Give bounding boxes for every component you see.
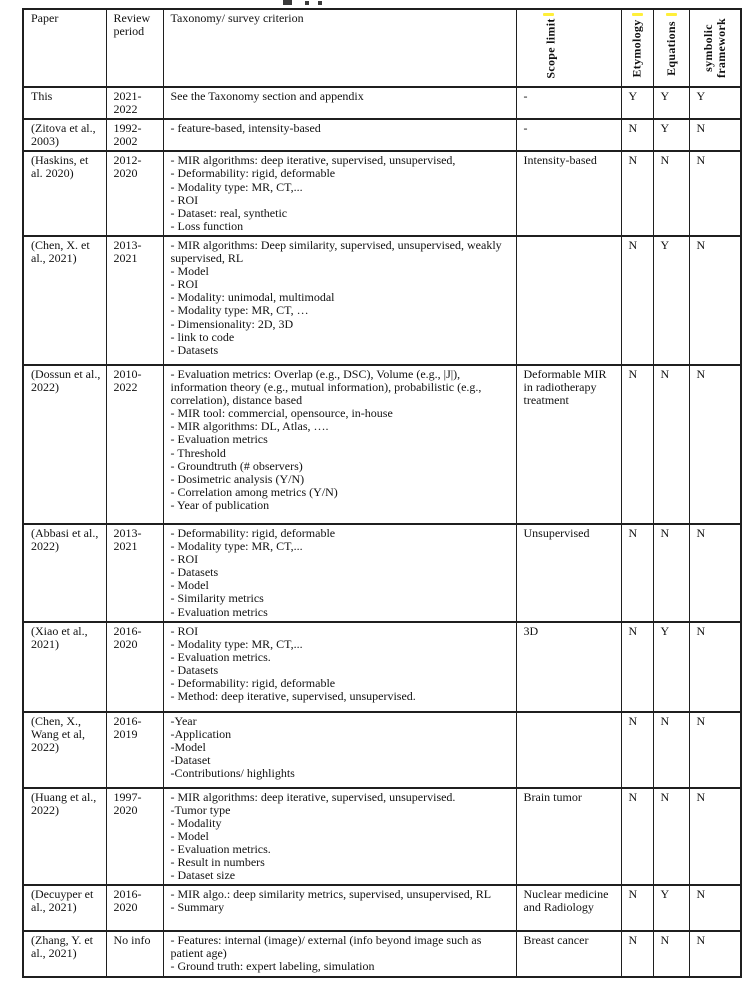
- criterion-item: - MIR algo.: deep similarity metrics, supervised, unsupervised, RL: [170, 887, 492, 902]
- clipped-caption-fragment: [305, 1, 309, 5]
- equations-flag-cell: N: [653, 788, 689, 886]
- scope-limit-cell: Nuclear medicine and Radiology: [516, 885, 621, 931]
- criterion-item: - Deformability: rigid, deformable: [170, 675, 336, 690]
- criterion-item: - Correlation among metrics (Y/N): [170, 484, 338, 499]
- criteria-cell: [163, 119, 516, 151]
- criterion-item: - link to code: [170, 329, 235, 344]
- etymology-flag-cell: N: [621, 622, 653, 712]
- criteria-cell: [163, 524, 516, 622]
- etymology-flag-cell: N: [621, 931, 653, 976]
- table-row: [23, 788, 741, 886]
- criterion-item: - Summary: [170, 900, 225, 915]
- header-label-paper: Paper: [31, 11, 59, 25]
- criterion-item: - Dosimetric analysis (Y/N): [170, 471, 305, 486]
- clipped-caption-fragment: [283, 0, 292, 5]
- table-row: [23, 622, 741, 712]
- criterion-item: - Modality type: MR, CT,...: [170, 636, 303, 651]
- table-row: [23, 931, 741, 976]
- scope-limit-cell: -: [516, 119, 621, 151]
- criterion-item: - feature-based, intensity-based: [170, 121, 321, 136]
- criterion-item: - Datasets: [170, 662, 219, 677]
- scope-limit-cell: Intensity-based: [516, 151, 621, 236]
- review-period-cell: 2016-2020: [106, 622, 163, 712]
- criterion-item: - Modality: [170, 815, 222, 830]
- criterion-item: - ROI: [170, 552, 199, 567]
- criterion-item: - MIR algorithms: deep iterative, supervised, unsupervised.: [170, 789, 456, 804]
- symbolic-framework-flag-cell: N: [689, 151, 741, 236]
- header-row: [23, 9, 741, 87]
- column-header-period: [106, 9, 163, 87]
- etymology-flag-cell: N: [621, 151, 653, 236]
- criterion-item: - Dataset size: [170, 868, 236, 883]
- criterion-item: See the Taxonomy section and appendix: [170, 89, 364, 103]
- criterion-item: - ROI: [170, 277, 199, 292]
- table-row: [23, 87, 741, 119]
- criterion-item: - Evaluation metrics: [170, 432, 268, 447]
- symbolic-framework-flag-cell: Y: [689, 87, 741, 119]
- criterion-item: - Groundtruth (# observers): [170, 458, 303, 473]
- symbolic-framework-flag-cell: N: [689, 885, 741, 931]
- criterion-item: - Modality type: MR, CT,...: [170, 539, 303, 554]
- symbolic-framework-flag-cell: N: [689, 788, 741, 886]
- symbolic-framework-flag-cell: N: [689, 931, 741, 976]
- criterion-item: - Year of publication: [170, 497, 270, 512]
- scope-limit-cell: Unsupervised: [516, 524, 621, 622]
- criteria-cell: [163, 885, 516, 931]
- scope-limit-cell: [516, 236, 621, 365]
- review-period-cell: 2010-2022: [106, 365, 163, 524]
- review-period-cell: 2016-2020: [106, 885, 163, 931]
- scope-limit-cell: Breast cancer: [516, 931, 621, 976]
- criterion-item: - Deformability: rigid, deformable: [170, 166, 336, 181]
- criterion-item: - Similarity metrics: [170, 591, 264, 606]
- etymology-flag-cell: N: [621, 524, 653, 622]
- criterion-item: - Dimensionality: 2D, 3D: [170, 316, 294, 331]
- criterion-item: - Evaluation metrics.: [170, 649, 271, 664]
- criterion-item: - Result in numbers: [170, 855, 265, 870]
- criteria-cell: [163, 236, 516, 365]
- paper-cell: (Abbasi et al., 2022): [23, 524, 106, 622]
- paper-cell: (Zhang, Y. et al., 2021): [23, 931, 106, 976]
- column-header-scope: [516, 9, 621, 87]
- equations-flag-cell: Y: [653, 885, 689, 931]
- etymology-flag-cell: N: [621, 885, 653, 931]
- equations-flag-cell: N: [653, 712, 689, 788]
- criteria-cell: [163, 365, 516, 524]
- etymology-flag-cell: N: [621, 236, 653, 365]
- criteria-cell: [163, 788, 516, 886]
- review-period-cell: 1997-2020: [106, 788, 163, 886]
- criterion-item: - Modality type: MR, CT,...: [170, 179, 303, 194]
- symbolic-framework-flag-cell: N: [689, 622, 741, 712]
- header-label-scope: Scope limit: [543, 17, 558, 79]
- criterion-item: - Evaluation metrics: [170, 604, 268, 619]
- criterion-item: - MIR tool: commercial, opensource, in-house: [170, 406, 393, 421]
- criterion-item: - ROI: [170, 623, 199, 638]
- criterion-item: - MIR algorithms: Deep similarity, supervised, unsupervised, weakly supervised, RL: [170, 237, 502, 266]
- criterion-item: - Dataset: real, synthetic: [170, 205, 288, 220]
- highlight-mark: [666, 13, 677, 16]
- symbolic-framework-flag-cell: N: [689, 119, 741, 151]
- criterion-item: - Evaluation metrics.: [170, 841, 271, 856]
- criterion-item: - Model: [170, 264, 209, 279]
- table-row: [23, 236, 741, 365]
- criterion-item: - Datasets: [170, 342, 219, 357]
- criterion-item: - Threshold: [170, 445, 226, 460]
- header-label-period: Review period: [113, 11, 151, 39]
- criterion-item: - ROI: [170, 192, 199, 207]
- symbolic-framework-flag-cell: N: [689, 236, 741, 365]
- criterion-item: - Loss function: [170, 218, 244, 233]
- criteria-cell: [163, 931, 516, 976]
- survey-comparison-table: [22, 8, 742, 978]
- review-period-cell: 2021-2022: [106, 87, 163, 119]
- column-header-equations: [653, 9, 689, 87]
- equations-flag-cell: Y: [653, 119, 689, 151]
- criterion-item: - Features: internal (image)/ external (info beyond image such as patient age): [170, 933, 482, 961]
- review-period-cell: No info: [106, 931, 163, 976]
- criterion-item: - Datasets: [170, 565, 219, 580]
- column-header-etymology: [621, 9, 653, 87]
- symbolic-framework-flag-cell: N: [689, 712, 741, 788]
- paper-cell: (Chen, X. et al., 2021): [23, 236, 106, 365]
- paper-cell: (Chen, X., Wang et al, 2022): [23, 712, 106, 788]
- equations-flag-cell: Y: [653, 87, 689, 119]
- scope-limit-cell: 3D: [516, 622, 621, 712]
- equations-flag-cell: N: [653, 524, 689, 622]
- table-row: [23, 151, 741, 236]
- criteria-cell: [163, 712, 516, 788]
- etymology-flag-cell: N: [621, 712, 653, 788]
- criterion-item: - MIR algorithms: deep iterative, supervised, unsupervised,: [170, 153, 456, 168]
- column-header-symbolic: [689, 9, 741, 87]
- review-period-cell: 2012-2020: [106, 151, 163, 236]
- highlight-mark: [543, 13, 554, 16]
- scope-limit-cell: Brain tumor: [516, 788, 621, 886]
- equations-flag-cell: N: [653, 931, 689, 976]
- criterion-item: - Modality: unimodal, multimodal: [170, 290, 335, 305]
- scope-limit-cell: -: [516, 87, 621, 119]
- equations-flag-cell: N: [653, 365, 689, 524]
- etymology-flag-cell: N: [621, 119, 653, 151]
- review-period-cell: 2016-2019: [106, 712, 163, 788]
- criterion-item: -Tumor type: [170, 802, 231, 817]
- criterion-item: - Model: [170, 828, 209, 843]
- header-label-symbolic: symbolic framework: [700, 17, 728, 79]
- table-row: [23, 119, 741, 151]
- equations-flag-cell: Y: [653, 622, 689, 712]
- criterion-item: -Contributions/ highlights: [170, 765, 295, 780]
- criteria-cell: [163, 151, 516, 236]
- criterion-item: - Ground truth: expert labeling, simulation: [170, 959, 375, 974]
- symbolic-framework-flag-cell: N: [689, 365, 741, 524]
- paper-cell: (Decuyper et al., 2021): [23, 885, 106, 931]
- criteria-cell: [163, 87, 516, 119]
- paper-cell: (Xiao et al., 2021): [23, 622, 106, 712]
- equations-flag-cell: N: [653, 151, 689, 236]
- paper-cell: (Huang et al., 2022): [23, 788, 106, 886]
- equations-flag-cell: Y: [653, 236, 689, 365]
- symbolic-framework-flag-cell: N: [689, 524, 741, 622]
- table-row: [23, 712, 741, 788]
- criterion-item: -Year: [170, 713, 197, 728]
- review-period-cell: 2013-2021: [106, 524, 163, 622]
- column-header-criteria: [163, 9, 516, 87]
- scope-limit-cell: [516, 712, 621, 788]
- etymology-flag-cell: Y: [621, 87, 653, 119]
- criterion-item: - Method: deep iterative, supervised, unsupervised.: [170, 689, 416, 704]
- column-header-paper: [23, 9, 106, 87]
- criterion-item: - Deformability: rigid, deformable: [170, 525, 336, 540]
- etymology-flag-cell: N: [621, 788, 653, 886]
- etymology-flag-cell: N: [621, 365, 653, 524]
- review-period-cell: 2013-2021: [106, 236, 163, 365]
- table-row: [23, 365, 741, 524]
- paper-cell: (Haskins, et al. 2020): [23, 151, 106, 236]
- criterion-item: - Evaluation metrics: Overlap (e.g., DSC), Volume (e.g., |J|), information theory (e.g., mutual information), probabilistic (e.g., correlation), distance based: [170, 366, 482, 408]
- review-period-cell: 1992-2002: [106, 119, 163, 151]
- highlight-mark: [632, 13, 643, 16]
- paper-cell: (Dossun et al., 2022): [23, 365, 106, 524]
- criterion-item: - Model: [170, 578, 209, 593]
- criterion-item: - MIR algorithms: DL, Atlas, ….: [170, 419, 329, 434]
- table-row: [23, 885, 741, 931]
- header-label-criteria: Taxonomy/ survey criterion: [170, 11, 304, 25]
- criterion-item: -Dataset: [170, 752, 211, 767]
- scope-limit-cell: Deformable MIR in radiotherapy treatment: [516, 365, 621, 524]
- criterion-item: -Application: [170, 726, 232, 741]
- criterion-item: - Modality type: MR, CT, …: [170, 303, 309, 318]
- clipped-caption-fragment: [318, 1, 322, 5]
- header-label-equations: Equations: [663, 20, 678, 76]
- criterion-item: -Model: [170, 739, 206, 754]
- paper-cell: This: [23, 87, 106, 119]
- table-row: [23, 524, 741, 622]
- header-label-etymology: Etymology: [629, 18, 644, 78]
- paper-cell: (Zitova et al., 2003): [23, 119, 106, 151]
- criteria-cell: [163, 622, 516, 712]
